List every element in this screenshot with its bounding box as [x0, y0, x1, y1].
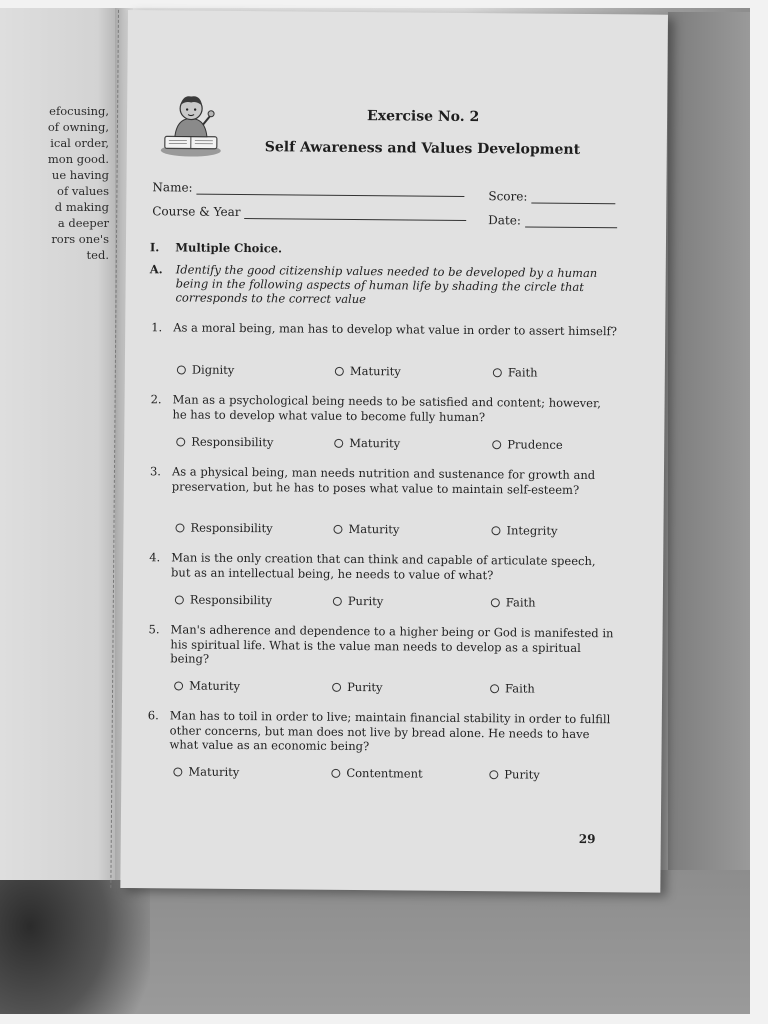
option-choice[interactable] — [332, 680, 383, 694]
course-year-label: Course & Year — [152, 204, 241, 219]
question-4 — [149, 550, 617, 583]
option-label: Purity — [347, 593, 384, 609]
option-label: Responsibility — [189, 592, 273, 608]
left-page-text: a deeper — [57, 216, 109, 230]
radio-circle-icon[interactable] — [175, 523, 184, 532]
option-label: Responsibility — [191, 434, 274, 450]
option-choice[interactable] — [175, 592, 272, 607]
option-label: Purity — [347, 679, 383, 695]
radio-circle-icon[interactable] — [332, 682, 341, 691]
radio-circle-icon[interactable] — [491, 526, 500, 535]
left-page-text: of owning, — [47, 120, 109, 134]
option-label: Dignity — [191, 362, 235, 377]
option-choice[interactable] — [175, 520, 272, 535]
radio-circle-icon[interactable] — [174, 681, 183, 690]
question-number: 4. — [149, 550, 161, 565]
scan-bottom-edge — [0, 1014, 768, 1024]
option-choice[interactable] — [177, 362, 235, 377]
question-text: Man is the only creation that can think and capable of articulate speech, but as an intellectual being, he needs to value of what? — [171, 550, 596, 582]
question-1 — [151, 320, 619, 339]
question-1-options — [177, 362, 597, 382]
worksheet-subtitle: Self Awareness and Values Development — [264, 139, 581, 158]
option-label: Maturity — [188, 764, 240, 780]
scan-shadow-strip — [668, 12, 750, 892]
option-label: Prudence — [507, 437, 563, 452]
instruction-text: Identify the good citizenship values needed to be developed by a human being in the following aspects of human life by shading the circle that corresponds to the correct value — [175, 262, 598, 307]
radio-circle-icon[interactable] — [489, 770, 498, 779]
question-text: Man's adherence and dependence to a higher being or God is manifested in his spiritual life. What is the value man needs to develop as a spiritual being? — [170, 622, 614, 666]
option-choice[interactable] — [491, 595, 536, 609]
option-label: Faith — [505, 595, 536, 610]
radio-circle-icon[interactable] — [491, 598, 500, 607]
section-heading — [150, 240, 282, 255]
option-choice[interactable] — [333, 594, 384, 608]
option-choice[interactable] — [490, 681, 535, 695]
left-page-text: ical order, — [50, 136, 109, 150]
option-label: Responsibility — [190, 520, 273, 536]
name-field[interactable] — [152, 180, 464, 197]
instruction-letter: A. — [149, 262, 163, 277]
option-label: Maturity — [189, 678, 241, 694]
scan-right-edge — [750, 0, 768, 1024]
option-label: Maturity — [348, 521, 400, 537]
question-3 — [150, 464, 618, 497]
radio-circle-icon[interactable] — [333, 596, 342, 605]
left-page-text: d making — [54, 200, 109, 214]
student-reading-icon — [159, 88, 224, 159]
option-choice[interactable] — [173, 764, 239, 779]
option-label: Purity — [504, 767, 540, 782]
radio-circle-icon[interactable] — [334, 438, 343, 447]
question-5-options — [174, 678, 594, 698]
date-blank-line[interactable] — [525, 226, 617, 228]
radio-circle-icon[interactable] — [493, 368, 502, 377]
option-label: Faith — [507, 365, 538, 380]
option-label: Faith — [505, 681, 535, 696]
radio-circle-icon[interactable] — [490, 684, 499, 693]
question-2 — [150, 392, 618, 425]
left-page-text: mon good. — [47, 152, 109, 166]
radio-circle-icon[interactable] — [492, 440, 501, 449]
scan-top-edge — [0, 0, 768, 8]
left-page — [0, 8, 116, 880]
radio-circle-icon[interactable] — [177, 365, 186, 374]
option-label: Maturity — [349, 363, 401, 379]
question-2-options — [176, 434, 596, 454]
option-choice[interactable] — [489, 767, 540, 781]
radio-circle-icon[interactable] — [333, 524, 342, 533]
question-3-options — [175, 520, 595, 540]
left-page-text: ue having — [51, 168, 109, 182]
section-title: Multiple Choice. — [175, 240, 283, 256]
question-4-options — [175, 592, 595, 612]
question-6 — [148, 708, 616, 756]
left-page-text: ted. — [86, 248, 109, 262]
score-field[interactable] — [488, 189, 615, 204]
left-page-text: rors one's — [51, 232, 109, 246]
question-text: Man as a psychological being needs to be satisfied and content; however, he has to develop what value to become fully human? — [172, 392, 601, 424]
option-choice[interactable] — [331, 766, 422, 781]
course-year-blank-line[interactable] — [244, 218, 466, 221]
option-choice[interactable] — [176, 434, 273, 449]
question-text: As a physical being, man needs nutrition and sustenance for growth and preservation, but he has to poses what value to maintain self-esteem? — [171, 464, 596, 497]
option-label: Integrity — [506, 523, 558, 538]
question-number: 6. — [147, 708, 159, 723]
score-label: Score: — [488, 189, 528, 204]
option-choice[interactable] — [492, 437, 563, 452]
question-number: 2. — [150, 392, 162, 407]
left-page-text: efocusing, — [49, 104, 109, 118]
option-choice[interactable] — [335, 364, 401, 379]
instruction-block — [149, 262, 617, 308]
option-label: Maturity — [349, 435, 401, 451]
name-blank-line[interactable] — [196, 194, 464, 197]
date-label: Date: — [488, 213, 521, 228]
score-blank-line[interactable] — [531, 203, 615, 205]
question-5 — [148, 622, 616, 670]
exercise-title: Exercise No. 2 — [367, 108, 480, 126]
option-label: Contentment — [346, 765, 423, 781]
radio-circle-icon[interactable] — [335, 366, 344, 375]
worksheet-page — [120, 10, 668, 893]
page-number: 29 — [578, 831, 596, 847]
date-field[interactable] — [488, 213, 617, 228]
radio-circle-icon[interactable] — [175, 595, 184, 604]
question-number: 1. — [151, 320, 163, 335]
question-6-options — [173, 764, 593, 784]
question-text: As a moral being, man has to develop what value in order to assert himself? — [173, 320, 618, 339]
option-choice[interactable] — [491, 523, 557, 538]
radio-circle-icon[interactable] — [331, 768, 340, 777]
radio-circle-icon[interactable] — [173, 767, 182, 776]
radio-circle-icon[interactable] — [176, 437, 185, 446]
option-choice[interactable] — [174, 678, 240, 693]
option-choice[interactable] — [493, 365, 538, 379]
question-number: 5. — [148, 622, 160, 637]
option-choice[interactable] — [333, 522, 399, 537]
name-label: Name: — [152, 180, 193, 195]
question-text: Man has to toil in order to live; maintain financial stability in order to fulfill other concerns, but man does not live by bread alone. He needs to have what value as an economic being? — [169, 708, 611, 754]
option-choice[interactable] — [334, 436, 400, 451]
course-year-field[interactable] — [152, 204, 466, 221]
section-number: I. — [149, 240, 160, 255]
question-number: 3. — [149, 464, 162, 479]
left-page-text: of values — [57, 184, 109, 198]
